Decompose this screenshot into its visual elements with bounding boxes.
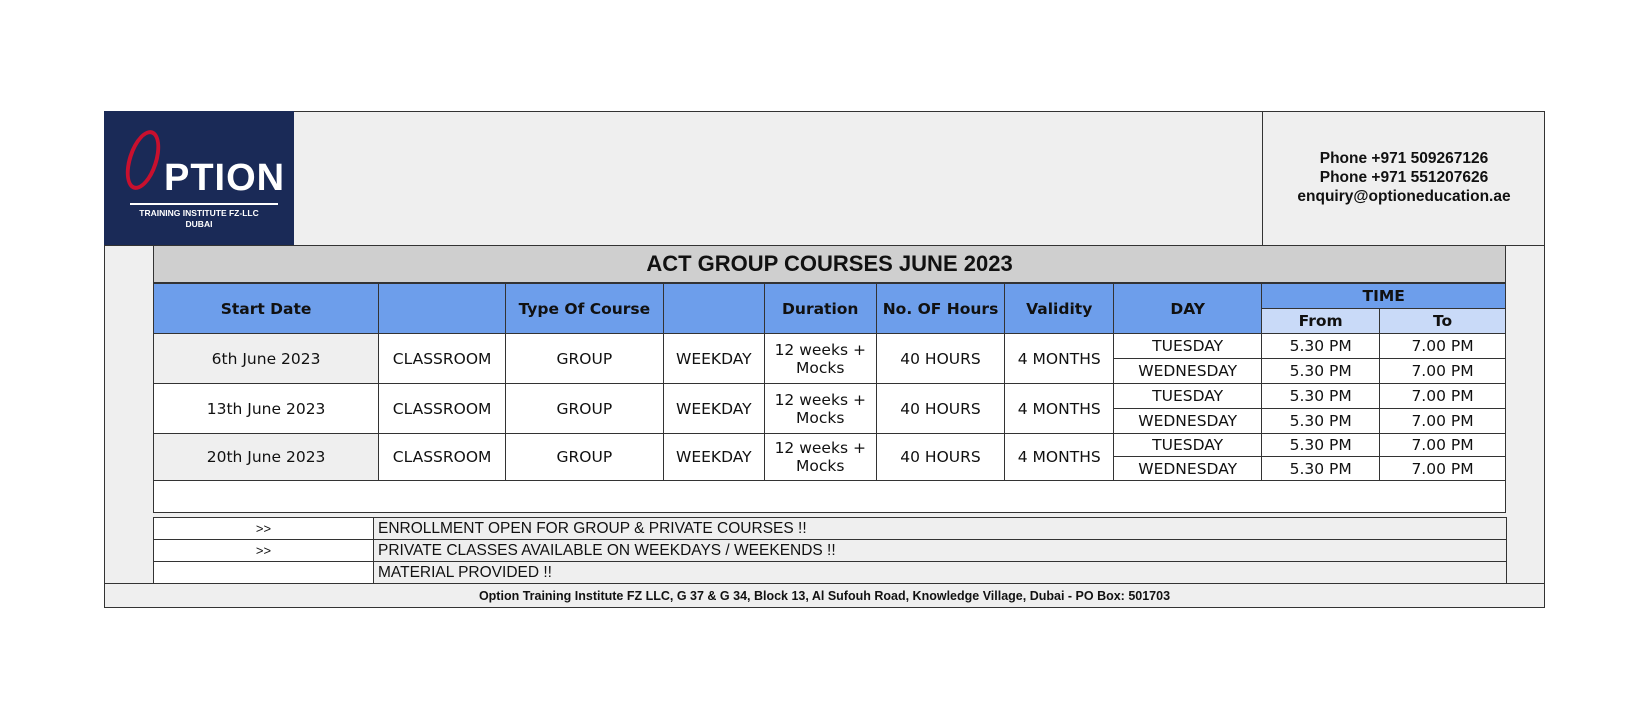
slot-from: 5.30 PM [1262,409,1380,434]
course-start-date: 20th June 2023 [154,434,379,481]
duration-line-2: Mocks [796,358,845,377]
header-hours: No. OF Hours [876,284,1005,334]
course-mode: CLASSROOM [379,334,506,384]
header-duration: Duration [764,284,876,334]
course-schedule-table [153,283,1506,513]
email[interactable]: enquiry@optioneducation.ae [1297,188,1511,205]
note-marker [154,562,374,584]
header-mode [379,284,506,334]
course-schedule: WEEKDAY [663,384,764,434]
logo-o-mark [119,126,167,194]
slot-to: 7.00 PM [1380,409,1506,434]
header-schedule [663,284,764,334]
duration-line-1: 12 weeks + [774,340,866,359]
slot-from: 5.30 PM [1262,384,1380,409]
course-duration [764,434,876,481]
duration-line-1: 12 weeks + [774,439,866,457]
page-title: ACT GROUP COURSES JUNE 2023 [153,245,1506,283]
course-mode: CLASSROOM [379,434,506,481]
slot-to: 7.00 PM [1380,384,1506,409]
header-day: DAY [1113,284,1261,334]
logo-divider [130,203,278,205]
course-validity: 4 MONTHS [1005,434,1113,481]
course-validity: 4 MONTHS [1005,334,1113,384]
note-marker: >> [154,540,374,562]
notes-table [153,517,1507,584]
logo-city: DUBAI [185,219,213,229]
header-type: Type Of Course [506,284,664,334]
header-from: From [1262,309,1380,334]
slot-day: TUESDAY [1113,434,1261,457]
course-validity: 4 MONTHS [1005,384,1113,434]
slot-from: 5.30 PM [1262,434,1380,457]
logo-subtitle: TRAINING INSTITUTE FZ-LLC [139,208,259,218]
duration-line-2: Mocks [796,408,845,427]
course-type: GROUP [506,434,664,481]
slot-from: 5.30 PM [1262,359,1380,384]
phone-1: Phone +971 509267126 [1319,150,1489,167]
course-mode: CLASSROOM [379,384,506,434]
course-duration [764,384,876,434]
note-marker: >> [154,518,374,540]
course-hours: 40 HOURS [876,434,1005,481]
note-text: ENROLLMENT OPEN FOR GROUP & PRIVATE COURSES !! [374,518,1507,540]
slot-to: 7.00 PM [1380,457,1506,481]
note-text: PRIVATE CLASSES AVAILABLE ON WEEKDAYS / WEEKENDS !! [374,540,1507,562]
contact-info [1262,111,1545,245]
header-start-date: Start Date [154,284,379,334]
logo-wordmark: PTION [164,157,286,199]
slot-day: TUESDAY [1113,384,1261,409]
note-text: MATERIAL PROVIDED !! [374,562,1507,584]
footer-address: Option Training Institute FZ LLC, G 37 & G 34, Block 13, Al Sufouh Road, Knowledge Village, Dubai - PO Box: 501703 [104,583,1545,608]
header-validity: Validity [1005,284,1113,334]
spacer-row [154,481,1506,513]
course-start-date: 6th June 2023 [154,334,379,384]
course-schedule: WEEKDAY [663,334,764,384]
course-type: GROUP [506,334,664,384]
course-duration [764,334,876,384]
slot-day: WEDNESDAY [1113,409,1261,434]
course-hours: 40 HOURS [876,334,1005,384]
slot-day: WEDNESDAY [1113,457,1261,481]
phone-2: Phone +971 551207626 [1319,169,1489,186]
slot-day: TUESDAY [1113,334,1261,359]
course-type: GROUP [506,384,664,434]
duration-line-1: 12 weeks + [774,390,866,409]
header-time: TIME [1262,284,1506,309]
slot-to: 7.00 PM [1380,359,1506,384]
slot-day: WEDNESDAY [1113,359,1261,384]
slot-to: 7.00 PM [1380,434,1506,457]
course-schedule: WEEKDAY [663,434,764,481]
duration-line-2: Mocks [796,457,845,475]
course-hours: 40 HOURS [876,384,1005,434]
header-to: To [1380,309,1506,334]
slot-to: 7.00 PM [1380,334,1506,359]
logo [104,111,294,245]
course-start-date: 13th June 2023 [154,384,379,434]
slot-from: 5.30 PM [1262,457,1380,481]
slot-from: 5.30 PM [1262,334,1380,359]
